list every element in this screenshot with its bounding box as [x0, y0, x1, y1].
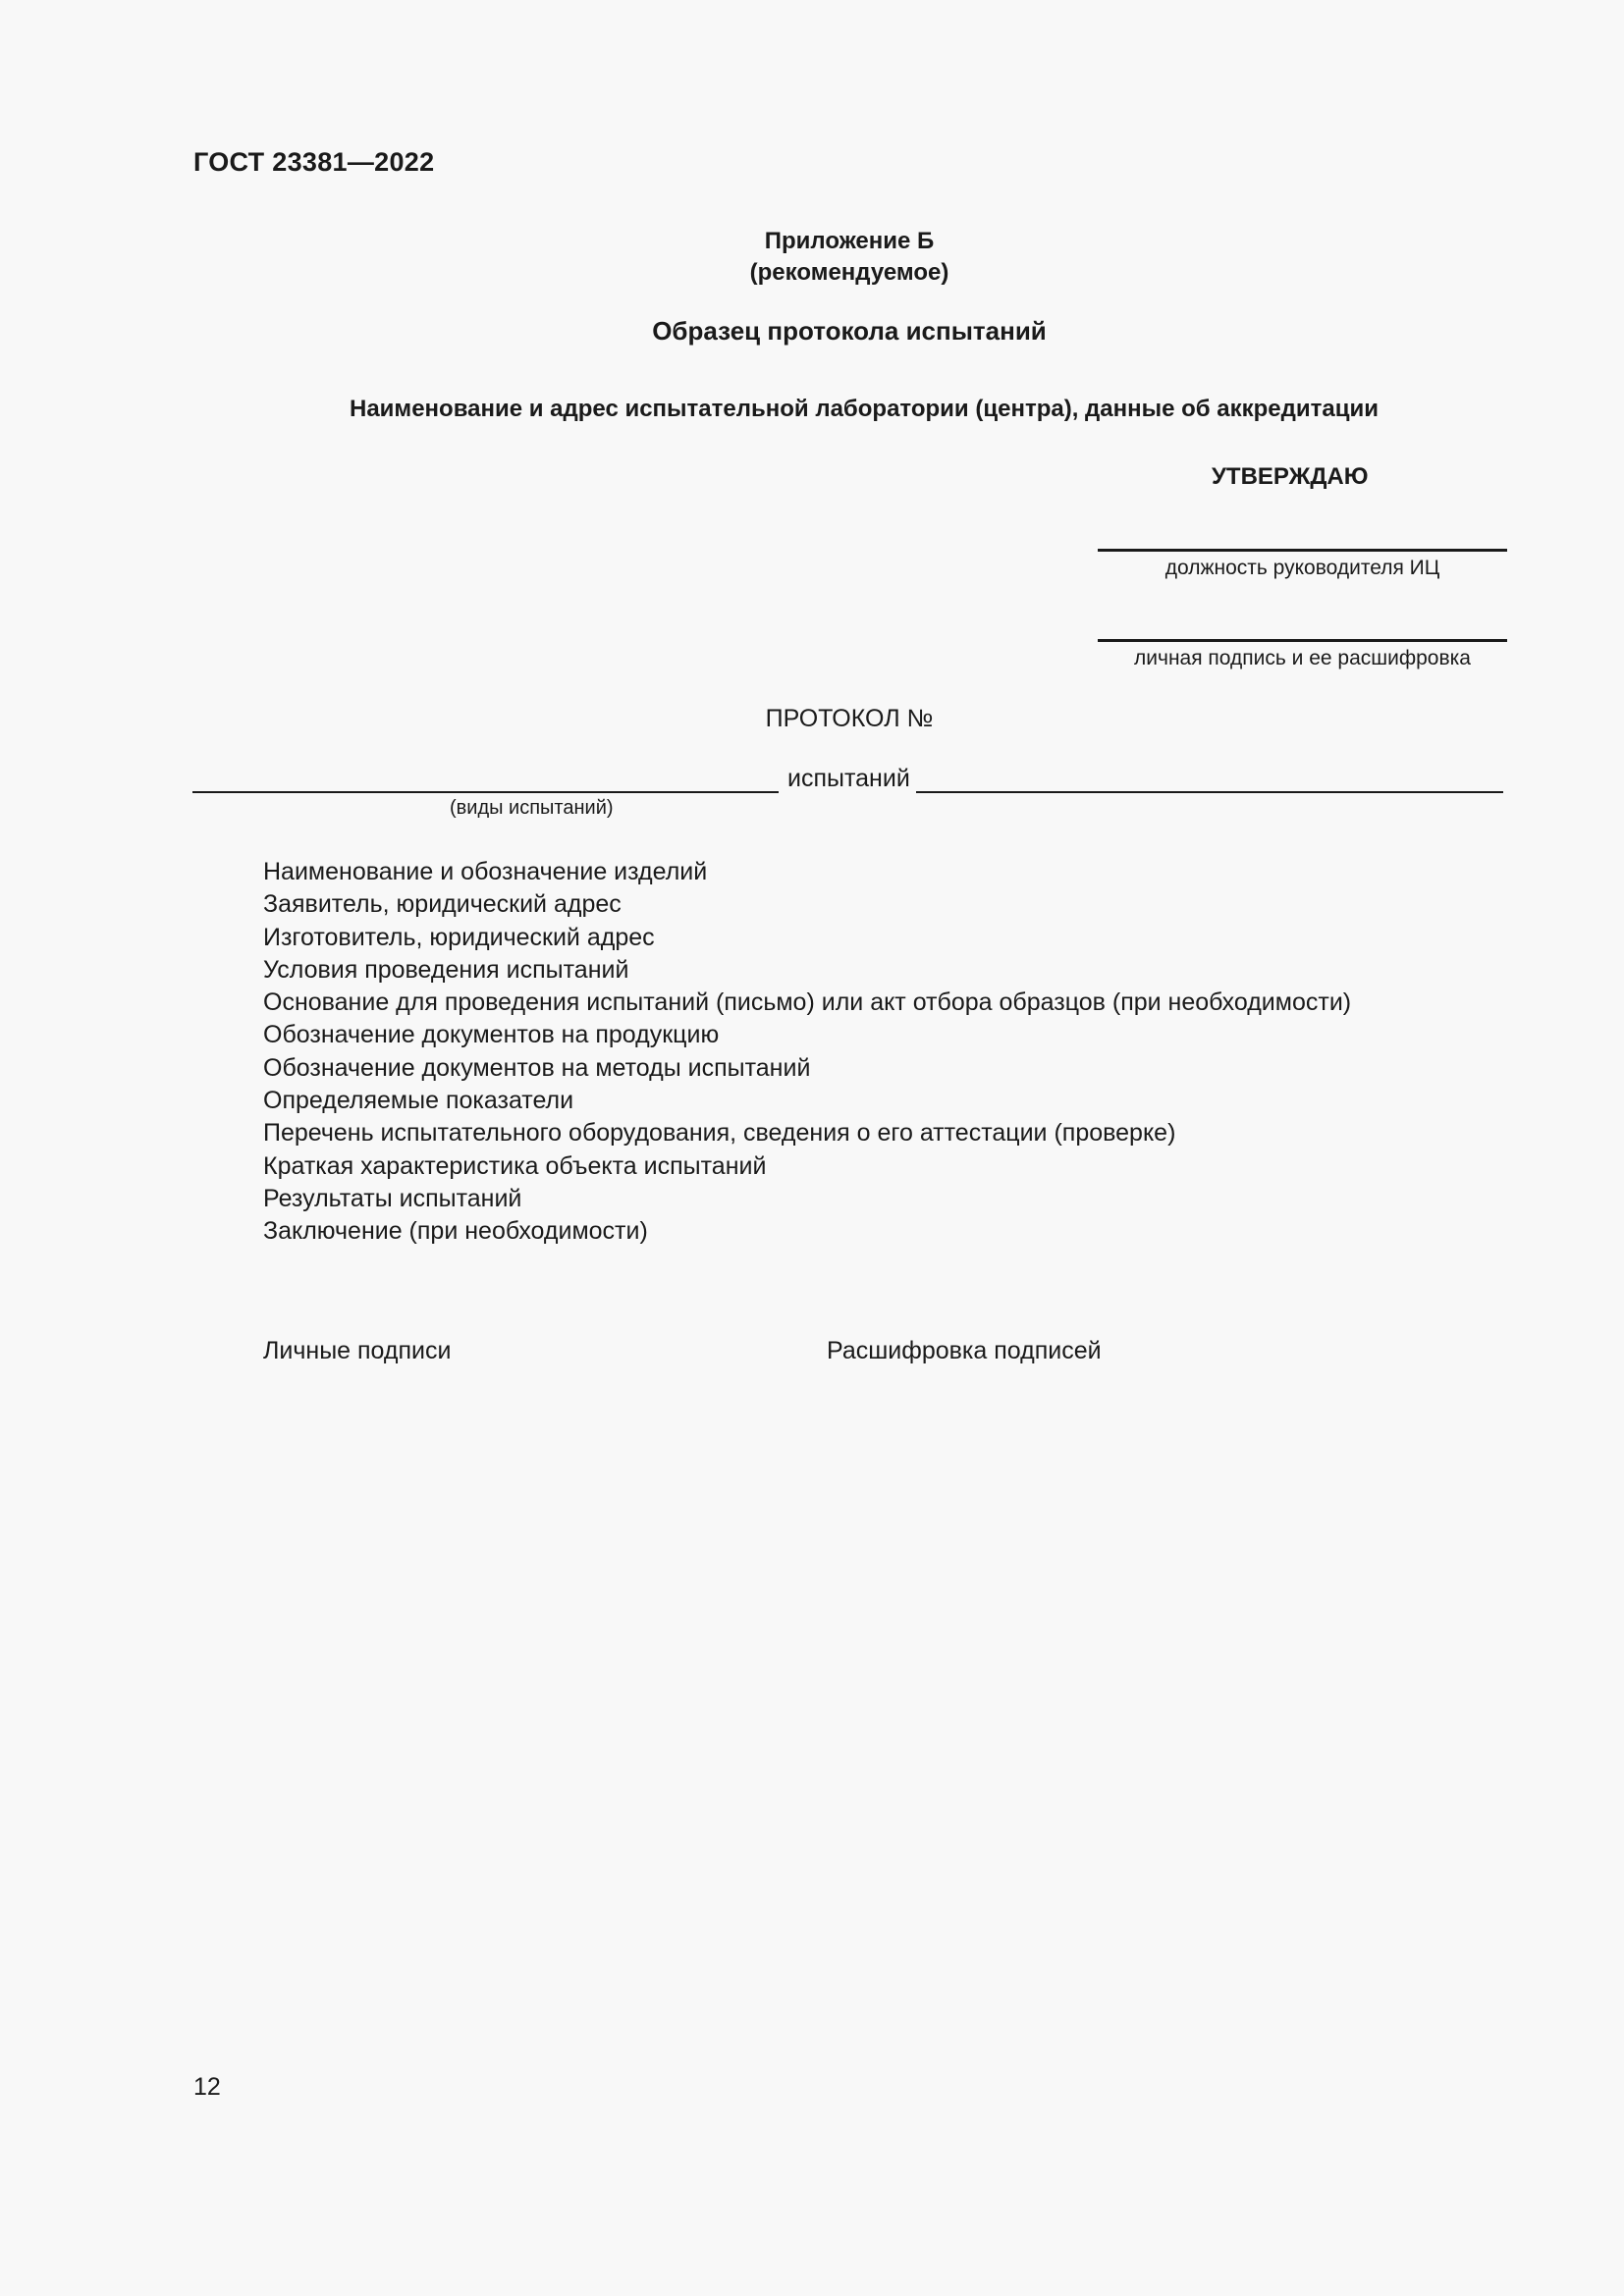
field-item: Изготовитель, юридический адрес	[263, 923, 655, 951]
field-item: Определяемые показатели	[263, 1087, 574, 1115]
field-item: Основание для проведения испытаний (письмо) или акт отбора образцов (при необходимости)	[263, 988, 1352, 1017]
annex-status: (рекомендуемое)	[749, 259, 949, 286]
page-number: 12	[193, 2073, 221, 2101]
field-item: Краткая характеристика объекта испытаний	[263, 1151, 767, 1180]
tests-type-blank-line	[192, 791, 779, 793]
laboratory-heading: Наименование и адрес испытательной лаборатории (центра), данные об аккредитации	[350, 396, 1379, 422]
tests-type-caption: (виды испытаний)	[450, 797, 614, 819]
form-title: Образец протокола испытаний	[652, 316, 1047, 346]
position-signature-line	[1098, 549, 1507, 552]
field-item: Наименование и обозначение изделий	[263, 858, 708, 885]
field-item: Заключение (при необходимости)	[263, 1217, 648, 1246]
annex-title: Приложение Б	[764, 228, 935, 254]
field-item: Результаты испытаний	[263, 1184, 522, 1212]
signature-caption: личная подпись и ее расшифровка	[1134, 647, 1471, 669]
personal-signatures-label: Личные подписи	[263, 1337, 452, 1364]
tests-object-blank-line	[916, 791, 1503, 793]
field-item: Заявитель, юридический адрес	[263, 890, 622, 919]
position-caption: должность руководителя ИЦ	[1164, 557, 1440, 579]
field-item: Перечень испытательного оборудования, сведения о его аттестации (проверке)	[263, 1119, 1176, 1148]
field-item: Обозначение документов на методы испытаний	[263, 1053, 811, 1082]
personal-signature-line	[1098, 639, 1507, 642]
field-item: Обозначение документов на продукцию	[263, 1021, 720, 1049]
signatures-decoding-label: Расшифровка подписей	[827, 1337, 1102, 1364]
approval-label: УТВЕРЖДАЮ	[1212, 463, 1369, 490]
annex-heading	[0, 226, 1624, 289]
document-code: ГОСТ 23381—2022	[193, 147, 435, 177]
protocol-title: ПРОТОКОЛ №	[765, 705, 934, 732]
protocol-fields-list	[263, 856, 1351, 1249]
tests-word: испытаний	[787, 765, 910, 792]
field-item: Условия проведения испытаний	[263, 955, 629, 984]
